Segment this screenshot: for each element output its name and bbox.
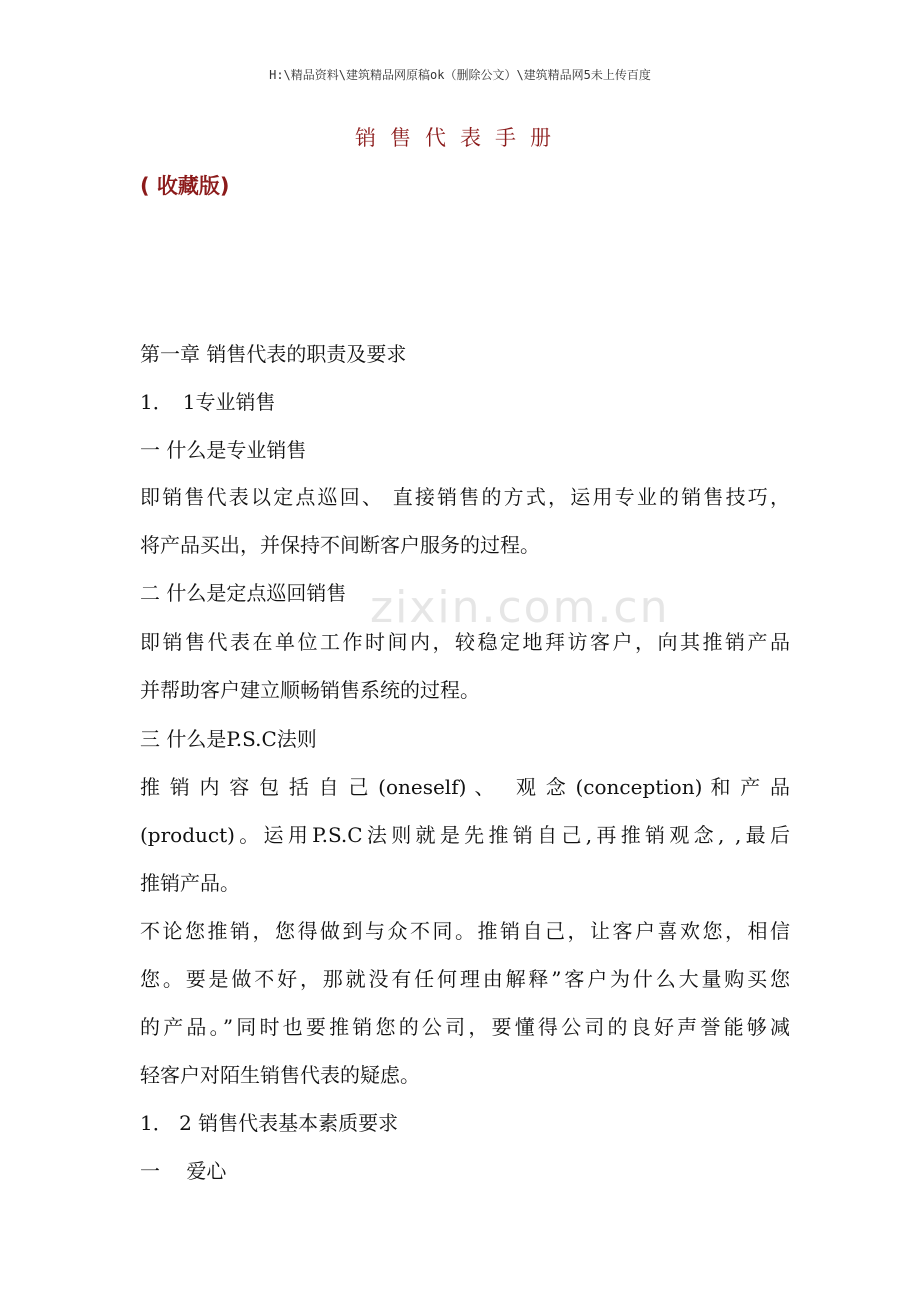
paragraph-line: 轻客户对陌生销售代表的疑虑。: [140, 1063, 420, 1087]
paragraph-line: 将产品买出，并保持不间断客户服务的过程。: [140, 533, 540, 557]
section-heading: 1． 2 销售代表基本素质要求: [140, 1111, 399, 1135]
subsection-heading: 三 什么是P.S.C法则: [140, 727, 317, 751]
paragraph-line: 推 销 内 容 包 括 自 己 (oneself) 、 观 念 (conception) 和 产 品: [140, 775, 790, 799]
paragraph-line: 不论您推销，您得做到与众不同。推销自己，让客户喜欢您，相信: [140, 919, 790, 943]
paragraph-line: 推销产品。: [140, 871, 240, 895]
file-path-header: H:\精品资料\建筑精品网原稿ok（删除公文）\建筑精品网5未上传百度: [269, 68, 651, 82]
paragraph-line: 并帮助客户建立顺畅销售系统的过程。: [140, 678, 480, 702]
watermark: zixin.com.cn: [370, 582, 670, 633]
paragraph-line: 您。要是做不好，那就没有任何理由解释”客户为什么大量购买您: [140, 967, 790, 991]
paragraph-line: 的产品。”同时也要推销您的公司，要懂得公司的良好声誉能够减: [140, 1015, 790, 1039]
paragraph-line: 即销售代表以定点巡回、 直接销售的方式，运用专业的销售技巧，: [140, 485, 790, 509]
subsection-heading: 二 什么是定点巡回销售: [140, 581, 347, 605]
document-subtitle: ( 收藏版): [140, 174, 230, 198]
document-title: 销售代表手册: [355, 126, 565, 150]
subsection-heading: 一 爱心: [140, 1159, 227, 1183]
subsection-heading: 一 什么是专业销售: [140, 438, 307, 462]
chapter-heading: 第一章 销售代表的职责及要求: [140, 342, 407, 366]
section-heading: 1． 1专业销售: [140, 390, 276, 414]
paragraph-line: (product)。运用P.S.C法则就是先推销自己,再推销观念, ,最后: [140, 823, 790, 847]
paragraph-line: 即销售代表在单位工作时间内，较稳定地拜访客户，向其推销产品: [140, 630, 790, 654]
